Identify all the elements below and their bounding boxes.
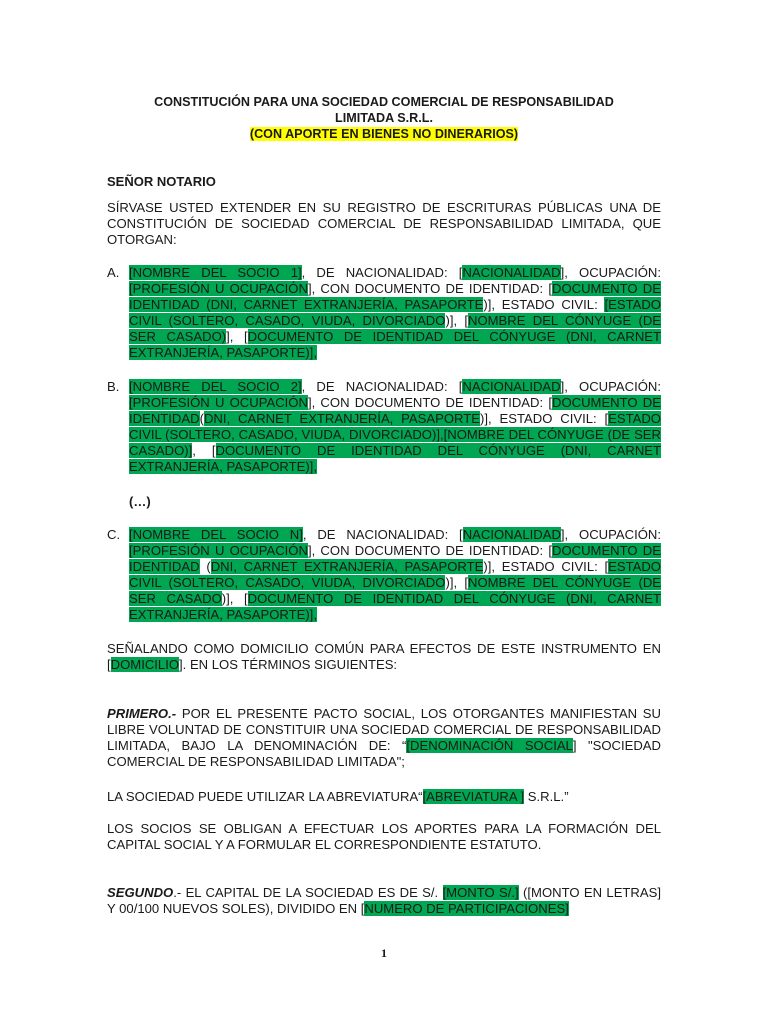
- item-body: [129, 527, 661, 623]
- placeholder-field: DOMICILIO: [110, 657, 180, 672]
- placeholder-field: DNI, CARNET EXTRANJERÍA, PASAPORTE: [210, 559, 484, 574]
- item-text: ], OCUPACIÓN:: [560, 379, 661, 394]
- placeholder-field: [MONTO S/.]: [442, 885, 519, 900]
- placeholder-field: [PROFESIÓN U OCUPACIÓN: [129, 281, 308, 296]
- placeholder-field: [ESTADO CIVIL (SOLTERO, CASADO, VIUDA, DIVORCIADO: [129, 297, 661, 328]
- placeholder-field: [NOMBRE DEL SOCIO 1]: [129, 265, 302, 280]
- domicile-paragraph: [107, 641, 661, 673]
- placeholder-field: ESTADO CIVIL (SOLTERO, CASADO, VIUDA, DIVORCIADO)],[NOMBRE DEL CÓNYUGE (DE SER CASADO)]: [129, 411, 661, 458]
- placeholder-field: ESTADO CIVIL (SOLTERO, CASADO, VIUDA, DIVORCIADO: [129, 559, 661, 590]
- clause-lead: PRIMERO.-: [107, 706, 177, 721]
- item-letter: C.: [107, 527, 121, 542]
- item-text: , [: [192, 443, 216, 458]
- title-line-2: LIMITADA S.R.L.: [335, 111, 433, 125]
- placeholder-field: DOCUMENTO DE IDENTIDAD DEL CÓNYUGE (DNI, CARNET EXTRANJERÍA, PASAPORTE)],: [129, 329, 662, 360]
- partner-item-b: [107, 379, 661, 475]
- item-text: (: [199, 411, 204, 426]
- abbreviation-paragraph: [107, 789, 661, 805]
- document-subtitle: [100, 126, 668, 142]
- item-text: ], OCUPACIÓN:: [560, 527, 661, 542]
- paragraph-text: S.R.L.”: [524, 789, 569, 804]
- paragraph-text: ] "SOCIEDAD COMERCIAL DE RESPONSABILIDAD LIMITADA";: [107, 738, 661, 769]
- placeholder-field: NOMBRE DEL CÓNYUGE (DE SER CASADO): [129, 313, 662, 344]
- item-text: , DE NACIONALIDAD: [: [301, 265, 463, 280]
- item-letter: A.: [107, 265, 120, 280]
- placeholder-field: [NOMBRE DEL SOCIO N]: [129, 527, 303, 542]
- item-body: [129, 265, 661, 361]
- placeholder-field: DNI, CARNET EXTRANJERÍA, PASAPORTE: [203, 411, 481, 426]
- item-text: ], OCUPACIÓN:: [560, 265, 661, 280]
- addressee-heading: SEÑOR NOTARIO: [107, 174, 216, 189]
- partners-obligation-paragraph: LOS SOCIOS SE OBLIGAN A EFECTUAR LOS APORTES PARA LA FORMACIÓN DEL CAPITAL SOCIAL Y A FORMULAR EL CORRESPONDIENTE ESTATUTO.: [107, 821, 661, 852]
- page-number: 1: [381, 946, 387, 960]
- paragraph-text: LA SOCIEDAD PUEDE UTILIZAR LA ABREVIATURA“: [107, 789, 423, 804]
- placeholder-field: DOCUMENTO DE IDENTIDAD (DNI, CARNET EXTRANJERÍA, PASAPORTE: [129, 281, 661, 312]
- paragraph-text: .- EL CAPITAL DE LA SOCIEDAD ES DE S/.: [173, 885, 443, 900]
- paragraph-text: POR EL PRESENTE PACTO SOCIAL, LOS OTORGANTES MANIFIESTAN SU LIBRE VOLUNTAD DE CONSTITUIR UNA SOCIEDAD COMERCIAL DE RESPONSABILIDAD LIMITADA, BAJO LA DENOMINACIÓN DE: “: [107, 706, 661, 753]
- title-line-3: (CON APORTE EN BIENES NO DINERARIOS): [249, 127, 519, 141]
- clause-primero: [107, 706, 661, 770]
- item-text: ], CON DOCUMENTO DE IDENTIDAD: [: [307, 281, 552, 296]
- item-body: [129, 379, 661, 475]
- item-text: )], [: [445, 313, 468, 328]
- placeholder-field: DOCUMENTO DE IDENTIDAD: [129, 543, 661, 574]
- clause-segundo: [107, 885, 661, 917]
- placeholder-field: NACIONALIDAD: [462, 379, 561, 394]
- item-text: , DE NACIONALIDAD: [: [302, 527, 463, 542]
- placeholder-field: [NOMBRE DEL SOCIO 2]: [129, 379, 302, 394]
- item-letter: B.: [107, 379, 120, 394]
- item-text: )], [: [445, 575, 468, 590]
- placeholder-field: [PROFESIÓN U OCUPACIÓN: [129, 543, 308, 558]
- partner-item-c: [107, 527, 661, 623]
- placeholder-field: NACIONALIDAD: [462, 527, 561, 542]
- item-text: )], ESTADO CIVIL:: [483, 297, 605, 312]
- item-text: ], CON DOCUMENTO DE IDENTIDAD: [: [307, 543, 552, 558]
- paragraph-text: ]. EN LOS TÉRMINOS SIGUIENTES:: [179, 657, 398, 672]
- placeholder-field: DOCUMENTO DE IDENTIDAD DEL CÓNYUGE (DNI, CARNET EXTRANJERÍA, PASAPORTE)],: [129, 443, 662, 474]
- item-text: )], ESTADO CIVIL: [: [480, 411, 609, 426]
- item-text: (: [199, 559, 211, 574]
- intro-paragraph: SÍRVASE USTED EXTENDER EN SU REGISTRO DE ESCRITURAS PÚBLICAS UNA DE CONSTITUCIÓN DE SOCIEDAD COMERCIAL DE RESPONSABILIDAD LIMITADA, QUE OTORGAN:: [107, 200, 661, 247]
- document-title: [100, 94, 668, 126]
- placeholder-field: NUMERO DE PARTICIPACIONES]: [364, 901, 569, 916]
- title-line-1: CONSTITUCIÓN PARA UNA SOCIEDAD COMERCIAL DE RESPONSABILIDAD: [154, 95, 614, 109]
- placeholder-field: [ABREVIATURA ]: [422, 789, 525, 804]
- item-text: ], CON DOCUMENTO DE IDENTIDAD: [: [307, 395, 552, 410]
- partner-item-a: [107, 265, 661, 361]
- item-text: )], ESTADO CIVIL: [: [483, 559, 609, 574]
- placeholder-field: [PROFESIÓN U OCUPACIÓN: [129, 395, 308, 410]
- placeholder-field: NOMBRE DEL CÓNYUGE (DE SER CASADO: [129, 575, 662, 606]
- paragraph-text: ([MONTO EN LETRAS] Y 00/100 NUEVOS SOLES), DIVIDIDO EN [: [107, 885, 661, 916]
- placeholder-field: [DENOMINACIÓN SOCIAL: [406, 738, 573, 753]
- item-text: , DE NACIONALIDAD: [: [301, 379, 463, 394]
- placeholder-field: DOCUMENTO DE IDENTIDAD DEL CÓNYUGE (DNI, CARNET EXTRANJERÍA, PASAPORTE)],: [129, 591, 662, 622]
- clause-lead: SEGUNDO: [107, 885, 174, 900]
- placeholder-field: NACIONALIDAD: [462, 265, 561, 280]
- item-text: )], [: [221, 591, 248, 606]
- ellipsis: (…): [129, 494, 151, 509]
- placeholder-field: DOCUMENTO DE IDENTIDAD: [129, 395, 661, 426]
- item-text: ], [: [226, 329, 248, 344]
- paragraph-text: SEÑALANDO COMO DOMICILIO COMÚN PARA EFECTOS DE ESTE INSTRUMENTO EN [: [107, 641, 661, 672]
